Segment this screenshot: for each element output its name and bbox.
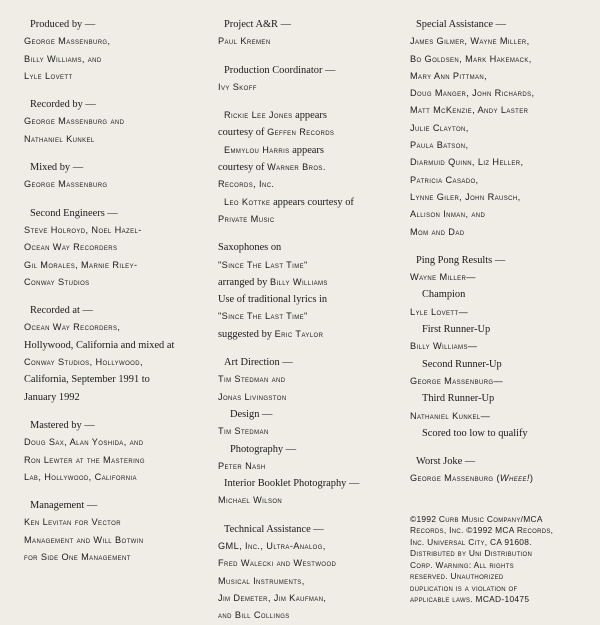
copyright-line: reserved. Unauthorized (410, 571, 504, 582)
worst-joke-line: George Massenburg (Wheee!) (410, 473, 534, 484)
photography-heading: Photography — (230, 443, 297, 455)
special-line: Paula Batson, (410, 140, 469, 151)
technical-line: GML, Inc., Ultra-Analog, (218, 541, 326, 552)
recording-engineer: George Massenburg and (24, 116, 125, 127)
mastered-by-heading: Mastered by — (30, 419, 95, 431)
photographer-name: Peter Nash (218, 460, 266, 471)
ping-pong-player: Billy Williams— (410, 341, 478, 352)
credits-column-middle (218, 16, 398, 625)
courtesy-line: courtesy of Geffen Records (218, 127, 335, 139)
special-line: Matt McKenzie, Andy Laster (410, 105, 529, 116)
technical-assistance-heading: Technical Assistance — (224, 523, 324, 535)
art-director-name: Jonas Livingston (218, 391, 287, 402)
copyright-line: Inc. Universal City, CA 91608. (410, 536, 532, 547)
worst-joke-text: Wheee! (499, 473, 530, 484)
copyright-line: applicable laws. MCAD-10475 (410, 594, 530, 605)
label-name: Warner Bros. (267, 162, 326, 173)
ping-pong-player: Lyle Lovett— (410, 306, 469, 317)
second-engineers-heading: Second Engineers — (30, 207, 118, 219)
ping-pong-result: Third Runner-Up (422, 393, 495, 405)
production-coordinator-name: Ivy Skoff (218, 81, 257, 92)
label-name: Private Music (218, 213, 275, 224)
ping-pong-result: First Runner-Up (422, 324, 491, 336)
recorded-at-studio: Conway Studios, (24, 357, 93, 368)
recorded-at-line: January 1992 (24, 391, 80, 403)
lyrics-line: suggested by Eric Taylor (218, 328, 324, 340)
producer-name: Lyle Lovett (24, 70, 73, 81)
copyright-line: Distributed by Uni Distribution (410, 548, 533, 559)
art-director-name: Tim Stedman and (218, 374, 286, 385)
song-title: "Since The Last Time" (218, 259, 308, 270)
courtesy-line: Emmylou Harris appears (224, 144, 324, 156)
special-line: Mary Ann Pittman, (410, 70, 488, 81)
saxophone-line: arranged by Billy Williams (218, 276, 328, 288)
special-line: Bo Goldsen, Mark Hakemack, (410, 53, 532, 64)
special-assistance-heading: Special Assistance — (416, 19, 507, 30)
credits-column-left (24, 16, 206, 566)
recorded-at-line (24, 354, 206, 371)
technical-line: Jim Demeter, Jim Kaufman, (218, 592, 327, 603)
production-coordinator-heading: Production Coordinator — (224, 64, 336, 76)
copyright-line: Corp. Warning: All rights (410, 559, 514, 570)
copyright-line: ©1992 Curb Music Company/MCA (410, 513, 543, 524)
special-line: Doug Manger, John Richards, (410, 88, 535, 99)
management-line: Ken Levitan for Vector (24, 517, 121, 528)
mixed-by-heading: Mixed by — (30, 162, 84, 174)
mix-engineer: George Massenburg (24, 179, 108, 190)
recorded-at-line: California, September 1991 to (24, 374, 150, 386)
second-engineer-line: Conway Studios (24, 276, 90, 287)
mastering-line: Ron Lewter at the Mastering (24, 454, 145, 465)
design-heading: Design — (230, 408, 273, 420)
special-line: Diarmuid Quinn, Liz Heller, (410, 157, 524, 168)
arranger-name: Billy Williams (269, 276, 328, 287)
second-engineer-line: Steve Holroyd, Noel Hazel- (24, 224, 142, 235)
technical-line: and Bill Collings (218, 610, 290, 621)
courtesy-line: courtesy of Warner Bros. (218, 162, 326, 174)
producer-name: Billy Williams, and (24, 53, 102, 64)
credits-column-right (410, 16, 590, 606)
interior-photographer-name: Michael Wilson (218, 495, 283, 506)
courtesy-line: Leo Kottke appears courtesy of (224, 196, 354, 208)
ping-pong-player: Wayne Miller— (410, 272, 476, 283)
second-engineer-line: Gil Morales, Marnie Riley- (24, 259, 138, 270)
art-direction-heading: Art Direction — (224, 357, 293, 369)
recording-engineer: Nathaniel Kunkel (24, 133, 95, 144)
technical-line: Fred Walecki and Westwood (218, 558, 337, 569)
artist-name: Leo Kottke (224, 196, 271, 207)
special-line: Allison Inman, and (410, 209, 486, 220)
courtesy-line: Rickie Lee Jones appears (224, 110, 327, 122)
interior-photography-heading: Interior Booklet Photography — (224, 478, 360, 490)
label-name: Geffen Records (267, 127, 335, 138)
ping-pong-result: Champion (422, 289, 466, 301)
management-line: Management and Will Botwin (24, 534, 144, 545)
saxophone-line: Saxophones on (218, 242, 282, 254)
technical-line: Musical Instruments, (218, 575, 305, 586)
special-line: Lynne Giler, John Rausch, (410, 191, 521, 202)
recorded-at-line: Ocean Way Recorders, (24, 322, 121, 333)
recorded-by-heading: Recorded by — (30, 99, 96, 111)
produced-by-heading: Produced by — (30, 19, 96, 30)
mastering-line: Lab, Hollywood, California (24, 471, 137, 482)
ping-pong-player: Nathaniel Kunkel— (410, 410, 491, 421)
recorded-at-city: Hollywood, (92, 357, 143, 368)
designer-name: Tim Stedman (218, 426, 269, 437)
worst-joke-heading: Worst Joke — (416, 456, 476, 468)
producer-name: George Massenburg, (24, 36, 111, 47)
special-line: Patricia Casado, (410, 174, 479, 185)
special-line: James Gilmer, Wayne Miller, (410, 36, 530, 47)
ping-pong-player: George Massenburg— (410, 375, 504, 386)
copyright-line: Records, Inc. ©1992 MCA Records, (410, 525, 554, 536)
artist-name: Rickie Lee Jones (224, 110, 293, 121)
artist-name: Emmylou Harris (224, 144, 290, 155)
management-heading: Management — (30, 500, 98, 512)
recorded-at-heading: Recorded at — (30, 305, 93, 317)
suggester-name: Eric Taylor (274, 328, 324, 339)
ping-pong-result: Second Runner-Up (422, 358, 502, 370)
song-title: "Since The Last Time" (218, 311, 308, 322)
courtesy-line: Records, Inc. (218, 179, 275, 190)
ping-pong-heading: Ping Pong Results — (416, 254, 506, 266)
project-ar-heading: Project A&R — (224, 19, 291, 30)
special-line: Mom and Dad (410, 226, 465, 237)
special-line: Julie Clayton, (410, 122, 469, 133)
lyrics-line: Use of traditional lyrics in (218, 294, 328, 306)
recorded-at-line: Hollywood, California and mixed at (24, 339, 175, 351)
mastering-line: Doug Sax, Alan Yoshida, and (24, 437, 144, 448)
project-ar-name: Paul Kremen (218, 36, 271, 47)
management-line: for Side One Management (24, 552, 131, 563)
second-engineer-line: Ocean Way Recorders (24, 242, 118, 253)
copyright-line: duplication is a violation of (410, 582, 518, 593)
ping-pong-result: Scored too low to qualify (422, 427, 528, 439)
